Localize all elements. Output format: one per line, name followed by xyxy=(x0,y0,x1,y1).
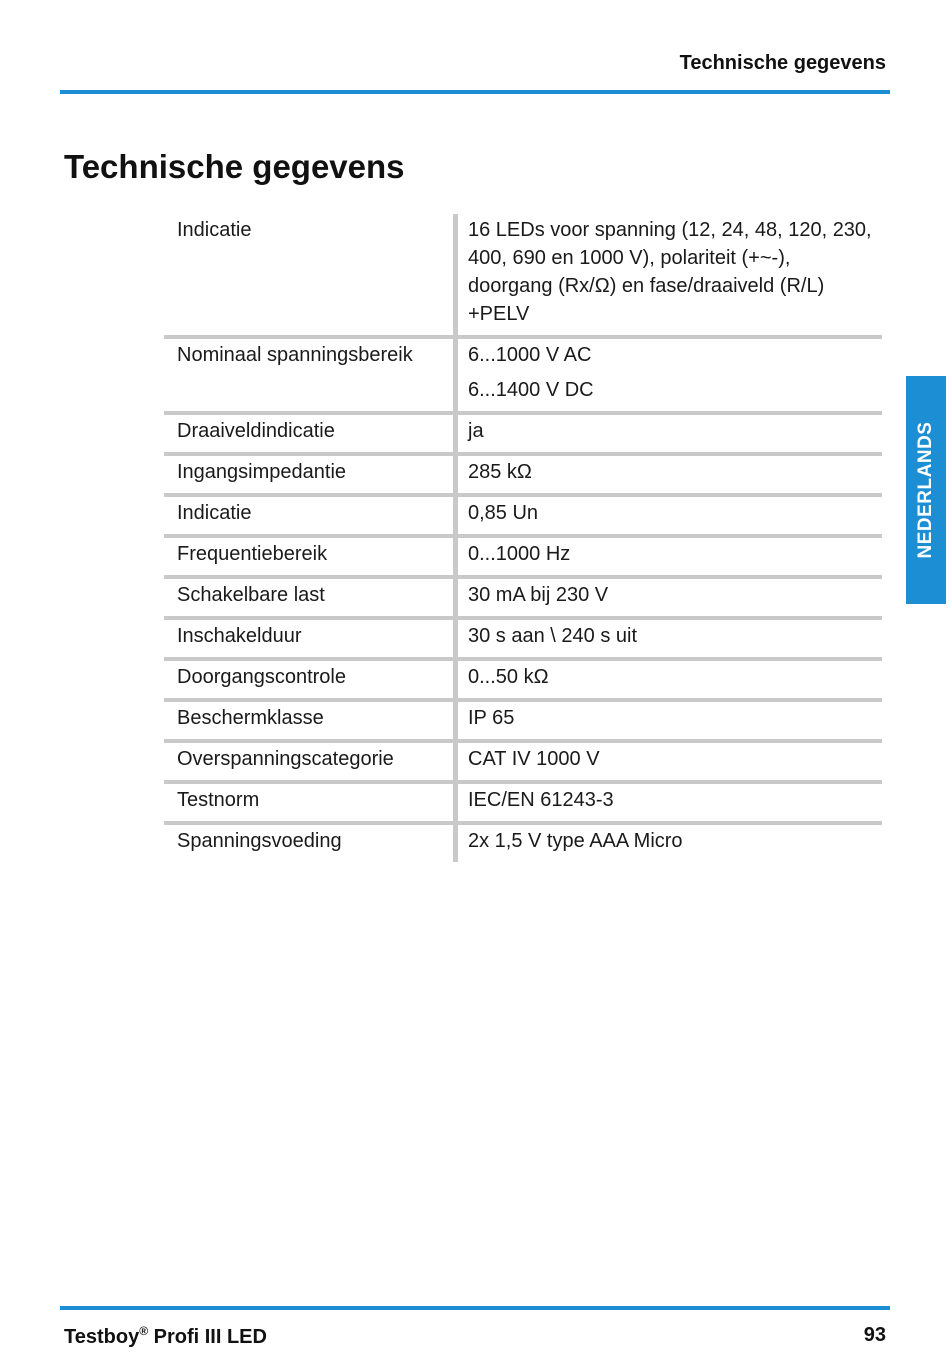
registered-mark: ® xyxy=(139,1324,149,1338)
spec-value-line: IP 65 xyxy=(468,707,515,729)
footer-product-name: Profi III LED xyxy=(148,1326,267,1348)
spec-value xyxy=(456,495,883,536)
spec-label: Testnorm xyxy=(164,782,456,823)
spec-value-line: 16 LEDs voor spanning (12, 24, 48, 120, 230, 400, 690 en 1000 V), polariteit (+~-), doorgang (Rx/Ω) en fase/draaiveld (R/L) +PELV xyxy=(468,219,872,325)
footer-rule xyxy=(60,1306,890,1310)
spec-label: Spanningsvoeding xyxy=(164,823,456,862)
spec-value xyxy=(456,337,883,413)
spec-label: Overspanningscategorie xyxy=(164,741,456,782)
spec-label: Schakelbare last xyxy=(164,577,456,618)
spec-row xyxy=(164,577,882,618)
spec-label: Beschermklasse xyxy=(164,700,456,741)
spec-label: Frequentiebereik xyxy=(164,536,456,577)
spec-value-line: 30 mA bij 230 V xyxy=(468,584,609,606)
spec-value-line: 6...1400 V DC xyxy=(468,379,594,401)
spec-label: Ingangsimpedantie xyxy=(164,454,456,495)
spec-label: Nominaal spanningsbereik xyxy=(164,337,456,413)
spec-row xyxy=(164,618,882,659)
spec-row xyxy=(164,741,882,782)
spec-value-line: CAT IV 1000 V xyxy=(468,748,600,770)
spec-row xyxy=(164,536,882,577)
header-rule xyxy=(60,90,890,94)
spec-value-line: 2x 1,5 V type AAA Micro xyxy=(468,830,683,852)
spec-row xyxy=(164,823,882,862)
language-tab-label: NEDERLANDS xyxy=(915,421,936,559)
spec-value-line: ja xyxy=(468,420,484,442)
footer-product xyxy=(64,1324,267,1349)
spec-value xyxy=(456,741,883,782)
spec-value xyxy=(456,454,883,495)
spec-row xyxy=(164,413,882,454)
spec-label: Inschakelduur xyxy=(164,618,456,659)
footer-brand: Testboy xyxy=(64,1326,140,1348)
spec-value-line: 0...1000 Hz xyxy=(468,543,571,565)
spec-value xyxy=(456,700,883,741)
spec-label: Draaiveldindicatie xyxy=(164,413,456,454)
spec-label: Doorgangscontrole xyxy=(164,659,456,700)
spec-value-line: 0,85 Un xyxy=(468,502,539,524)
page-title: Technische gegevens xyxy=(64,148,405,185)
spec-value-line: 0...50 kΩ xyxy=(468,666,549,688)
spec-row xyxy=(164,782,882,823)
spec-row xyxy=(164,700,882,741)
spec-value-line: 6...1000 V AC xyxy=(468,344,592,366)
spec-row xyxy=(164,659,882,700)
spec-value-line: IEC/EN 61243-3 xyxy=(468,789,614,811)
spec-value xyxy=(456,823,883,862)
spec-value xyxy=(456,214,883,337)
spec-label: Indicatie xyxy=(164,495,456,536)
spec-label: Indicatie xyxy=(177,219,252,241)
language-tab xyxy=(906,376,946,604)
spec-value xyxy=(456,413,883,454)
spec-table xyxy=(164,214,882,862)
spec-value xyxy=(456,618,883,659)
running-header: Technische gegevens xyxy=(679,52,886,74)
spec-row xyxy=(164,337,882,413)
spec-value xyxy=(456,782,883,823)
spec-value-line: 30 s aan \ 240 s uit xyxy=(468,625,638,647)
spec-value xyxy=(456,577,883,618)
spec-row xyxy=(164,495,882,536)
page-number: 93 xyxy=(863,1324,886,1346)
spec-value-line: 285 kΩ xyxy=(468,461,532,483)
spec-row xyxy=(164,454,882,495)
spec-row xyxy=(164,214,882,337)
spec-value xyxy=(456,659,883,700)
spec-value xyxy=(456,536,883,577)
